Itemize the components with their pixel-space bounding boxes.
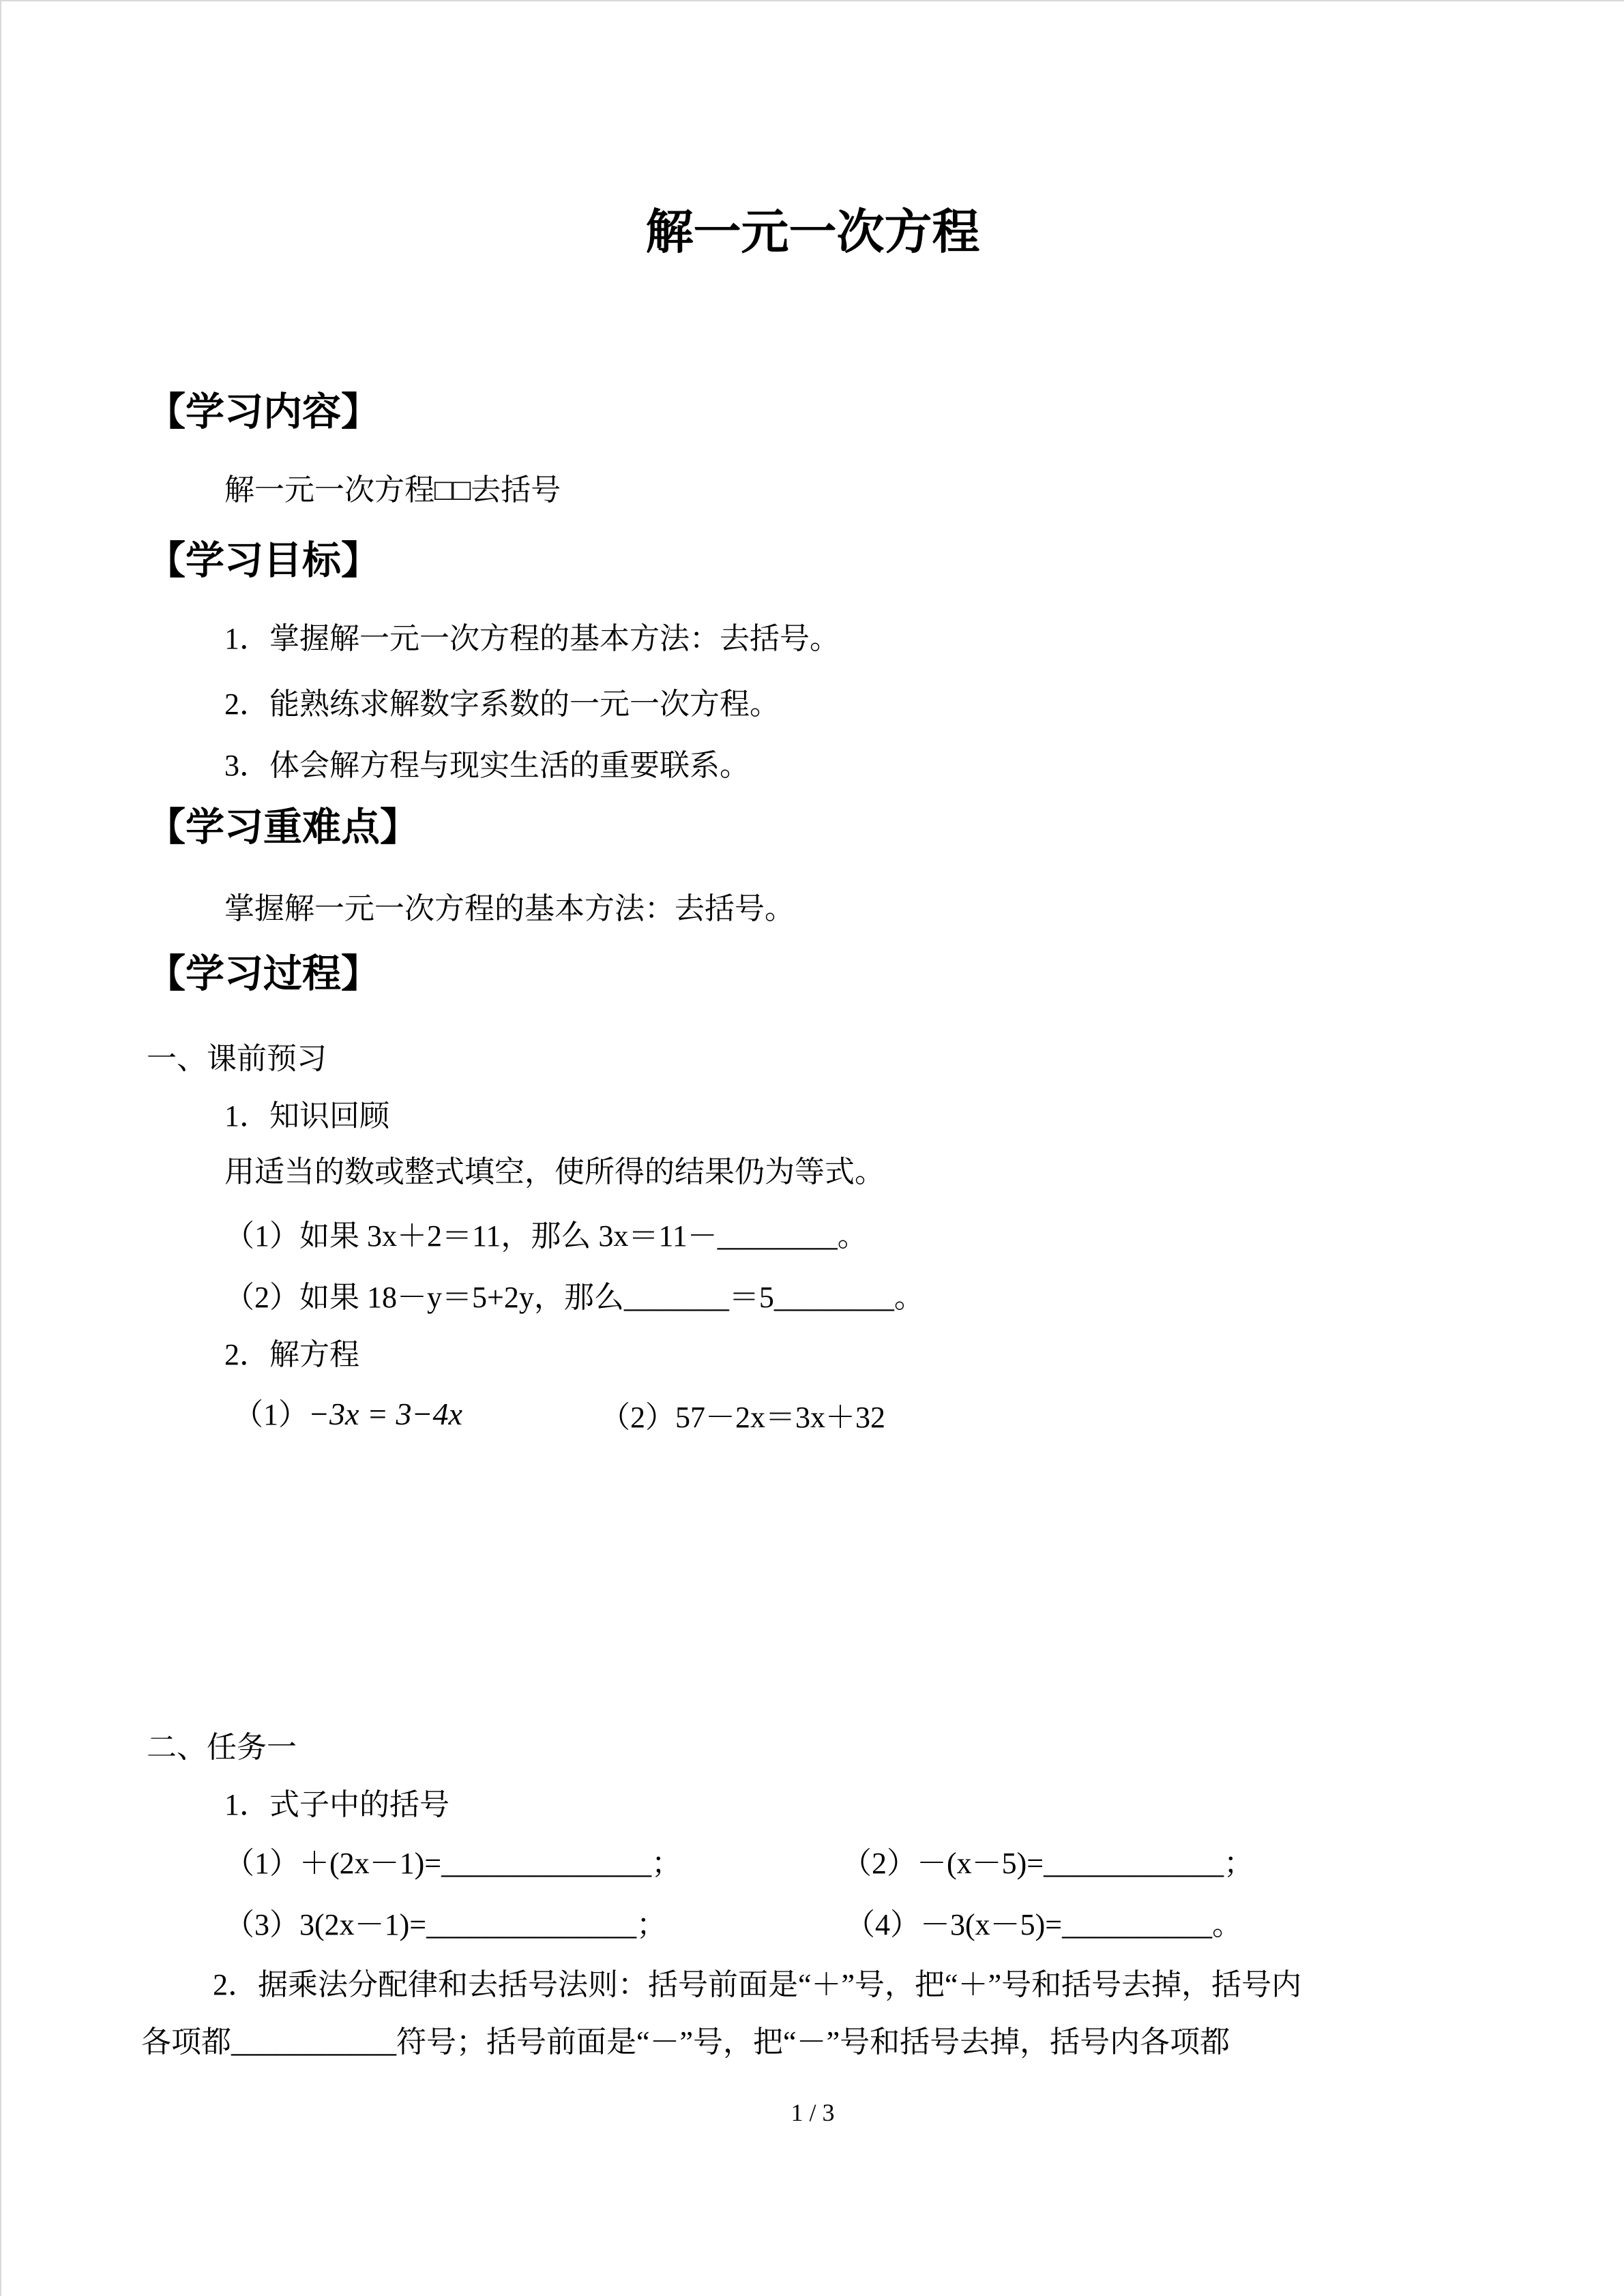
goal-item: 3．体会解方程与现实生活的重要联系。: [224, 749, 750, 782]
task1-title: 1．式子中的括号: [224, 1788, 449, 1821]
page-title: 解一元一次方程: [645, 207, 980, 259]
task2-text-line2: 各项都___________符号；括号前面是“－”号，把“－”号和括号去掉，括号内各项都: [141, 2025, 1230, 2059]
fill-blank-2: （2）如果 18－y＝5+2y，那么_______＝5________。: [224, 1281, 924, 1314]
section-heading-content: 【学习内容】: [147, 391, 380, 434]
goal-item: 1．掌握解一元一次方程的基本方法：去括号。: [224, 622, 840, 655]
page-number: 1 / 3: [791, 2099, 835, 2126]
expansion-2: （2）－(x－5)=____________；: [842, 1847, 1254, 1880]
part1-heading: 一、课前预习: [147, 1042, 327, 1075]
expansion-4: （4）－3(x－5)=__________。: [845, 1908, 1243, 1941]
section-heading-key-points: 【学习重难点】: [147, 806, 419, 849]
fill-blank-1: （1）如果 3x＋2＝11，那么 3x＝11－________。: [224, 1219, 868, 1253]
section-heading-process: 【学习过程】: [147, 953, 380, 996]
equation-2: （2）57－2x＝3x＋32: [600, 1401, 885, 1434]
review-instruction: 用适当的数或整式填空，使所得的结果仍为等式。: [224, 1155, 885, 1189]
review-title: 1．知识回顾: [224, 1099, 389, 1133]
solve-title: 2．解方程: [224, 1338, 359, 1371]
task2-text-line1: 2．据乘法分配律和去括号法则：括号前面是“＋”号，把“＋”号和括号去掉，括号内: [213, 1968, 1302, 2001]
section-heading-goals: 【学习目标】: [147, 539, 380, 582]
equation-1: [233, 1397, 462, 1433]
equation-1-formula: −3x = 3−4x: [308, 1397, 462, 1431]
section-content-body: 解一元一次方程□□去括号: [224, 473, 561, 507]
goal-item: 2．能熟练求解数字系数的一元一次方程。: [224, 687, 780, 721]
equation-1-label: （1）: [233, 1398, 308, 1431]
expansion-3: （3）3(2x－1)=______________；: [224, 1908, 667, 1941]
part2-heading: 二、任务一: [147, 1731, 297, 1764]
expansion-1: （1）＋(2x－1)=______________；: [224, 1847, 682, 1880]
key-points-body: 掌握解一元一次方程的基本方法：去括号。: [224, 892, 795, 925]
